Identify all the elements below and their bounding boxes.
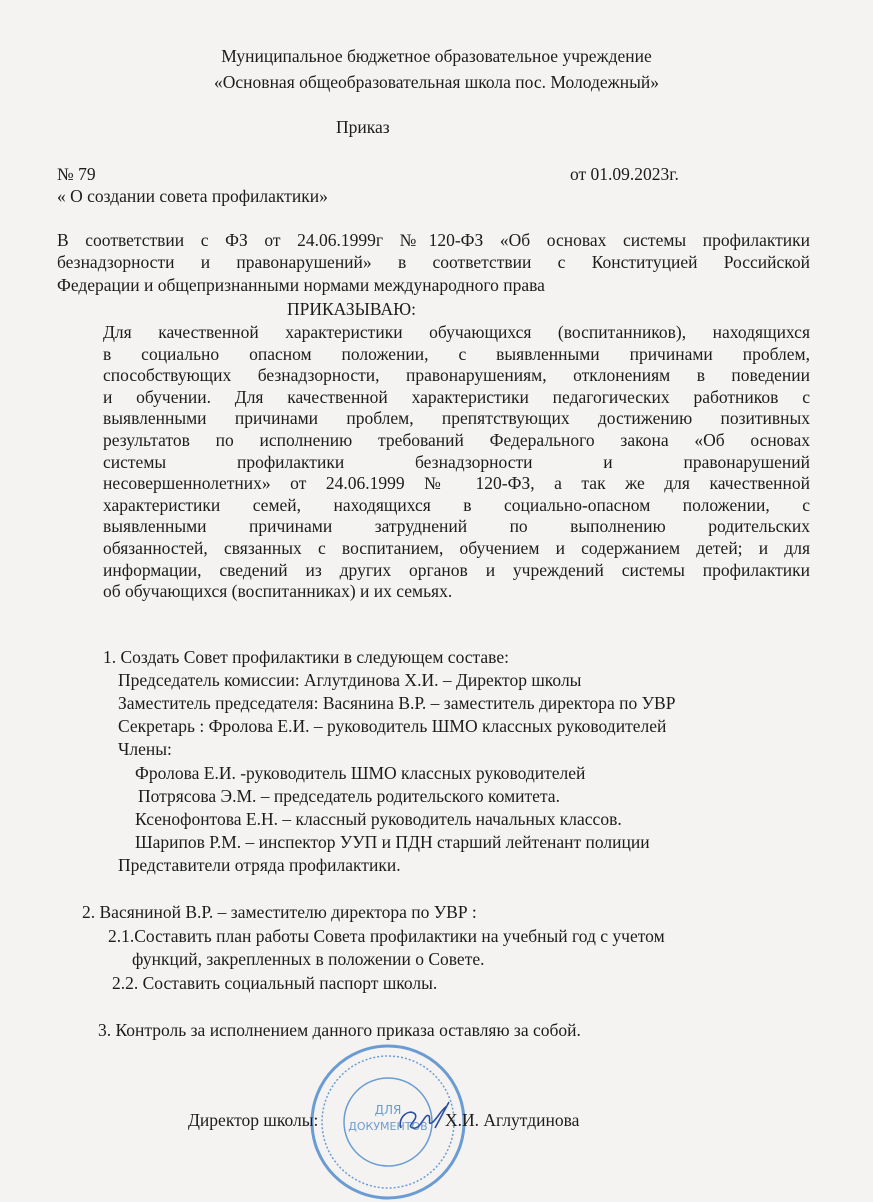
member: Ксенофонтова Е.Н. – классный руководитель начальных классов. <box>135 809 622 829</box>
member: Фролова Е.И. -руководитель ШМО классных руководителей <box>135 763 586 783</box>
item-1: 1. Создать Совет профилактики в следующем составе: <box>103 647 509 667</box>
paragraph-line: информации, сведений из других органов и учреждений системы профилактики <box>103 559 810 580</box>
svg-text:ДЛЯ: ДЛЯ <box>374 1103 402 1117</box>
paragraph-line: Для качественной характеристики обучающихся (воспитанников), находящихся <box>103 322 810 342</box>
paragraph-line: обязанностей, связанных с воспитанием, обучением и содержанием детей; и для <box>103 538 810 558</box>
member: Шарипов Р.М. – инспектор УУП и ПДН старший лейтенант полиции <box>135 832 650 852</box>
member: Представители отряда профилактики. <box>118 855 401 875</box>
paragraph-line: несовершеннолетних» от 24.06.1999 № 120-ФЗ, а так же для качественной <box>103 473 810 494</box>
organization-name: Муниципальное бюджетное образовательное учреждение <box>221 46 652 66</box>
paragraph-line: об обучающихся (воспитанниках) и их семьях. <box>103 581 453 602</box>
secretary: Секретарь : Фролова Е.И. – руководитель ШМО классных руководителей <box>118 716 667 736</box>
order-word: ПРИКАЗЫВАЮ: <box>287 299 416 319</box>
item-3: 3. Контроль за исполнением данного приказа оставляю за собой. <box>98 1020 581 1040</box>
paragraph-line: способствующих безнадзорности, правонарушениям, отклонениям в поведении <box>103 365 810 386</box>
item-2-1: функций, закрепленных в положении о Совете. <box>132 949 485 969</box>
item-2: 2. Васяниной В.Р. – заместителю директора по УВР : <box>82 902 477 922</box>
order-number: № 79 <box>57 164 96 184</box>
paragraph-line: выявленными причинами затруднений по выполнению родительских <box>103 516 810 537</box>
paragraph-line: результатов по исполнению требований Федерального закона «Об основах <box>103 430 810 450</box>
paragraph-line: и обучении. Для качественной характеристики педагогических работников с <box>103 386 810 407</box>
item-2-1: 2.1.Составить план работы Совета профилактики на учебный год с учетом <box>108 926 665 946</box>
item-2-2: 2.2. Составить социальный паспорт школы. <box>112 973 438 993</box>
deputy-chairman: Заместитель председателя: Васянина В.Р. – заместитель директора по УВР <box>118 693 676 713</box>
paragraph-line: системы профилактики безнадзорности и правонарушений <box>103 451 810 472</box>
paragraph-line: характеристики семей, находящихся в социально-опасном положении, с <box>103 494 810 515</box>
preamble-line: В соответствии с ФЗ от 24.06.1999г №120-ФЗ «Об основах системы профилактики <box>57 230 810 250</box>
chairman: Председатель комиссии: Аглутдинова Х.И. – Директор школы <box>118 670 582 690</box>
preamble-line: Федерации и общепризнанными нормами международного права <box>57 275 545 295</box>
order-date: от 01.09.2023г. <box>570 164 679 184</box>
members-label: Члены: <box>118 739 172 759</box>
preamble-line: безнадзорности и правонарушений» в соответствии с Конституцией Российской <box>57 252 810 272</box>
svg-text:ДОКУМЕНТОВ: ДОКУМЕНТОВ <box>348 1120 428 1133</box>
paragraph-line: в социально опасном положении, с выявленными причинами проблем, <box>103 343 810 364</box>
signature-role: Директор школы: <box>188 1110 319 1130</box>
signature-name: Х.И. Аглутдинова <box>445 1110 580 1130</box>
paragraph-line: выявленными причинами проблем, препятствующих достижению позитивных <box>103 408 810 429</box>
order-subject: « О создании совета профилактики» <box>57 186 328 206</box>
school-name: «Основная общеобразовательная школа пос. Молодежный» <box>214 72 659 92</box>
member: Потрясова Э.М. – председатель родительского комитета. <box>138 786 560 806</box>
document-type: Приказ <box>336 117 390 137</box>
